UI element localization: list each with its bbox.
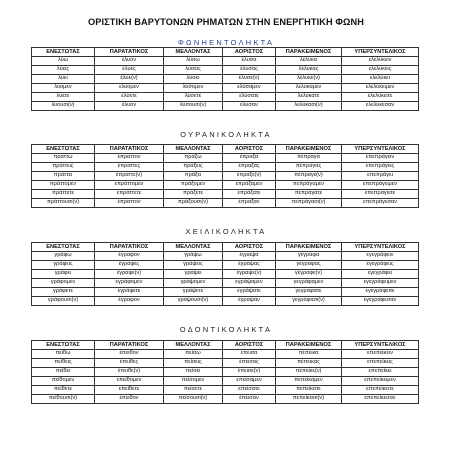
table-cell: έγραψαν <box>223 296 276 305</box>
table-cell: έπραξα <box>223 154 276 163</box>
header-pluperfect: ΥΠΕΡΣΥΝΤΕΛΙΚΟΣ <box>342 48 419 57</box>
section-title-fonientolikta: ΦΩΝΗΕΝΤΟΛΗΚΤΑ <box>177 38 275 47</box>
table-cell: πέπραγε(ν) <box>276 172 342 181</box>
table-cell: γέγραφα <box>276 252 342 261</box>
table-cell: λελύκαμεν <box>276 84 342 93</box>
table-cell: γέγραφας <box>276 261 342 270</box>
table-cell: γράφομεν <box>32 279 95 288</box>
table-cell: επεπείκεσαν <box>342 394 419 403</box>
table-cell: πείθεις <box>32 359 95 368</box>
conjugation-table-fonientolikta <box>31 47 419 111</box>
table-cell: έλυσε(ν) <box>223 75 276 84</box>
table-cell: επεπείκει <box>342 368 419 377</box>
table-row <box>32 270 419 279</box>
table-cell: ελελύκειμεν <box>342 84 419 93</box>
table-cell: λύσομεν <box>164 84 223 93</box>
table-cell: εγεγράφειμεν <box>342 279 419 288</box>
table-cell: πράττομεν <box>32 181 95 190</box>
table-row <box>32 377 419 386</box>
table-header-row <box>32 48 419 57</box>
table-cell: επράξαμεν <box>223 181 276 190</box>
header-pluperfect: ΥΠΕΡΣΥΝΤΕΛΙΚΟΣ <box>342 243 419 252</box>
header-aorist: ΑΟΡΙΣΤΟΣ <box>223 243 276 252</box>
table-cell: έλυε(ν) <box>95 75 164 84</box>
table-cell: λύομεν <box>32 84 95 93</box>
table-cell: γράψετε <box>164 288 223 297</box>
conjugation-table-cheilikolikta <box>31 242 419 306</box>
table-cell: λέλυκα <box>276 57 342 66</box>
table-cell: πέπεικα <box>276 350 342 359</box>
table-cell: λύσουσι(ν) <box>164 101 223 110</box>
table-header-row <box>32 243 419 252</box>
table-cell: ελύετε <box>95 93 164 102</box>
table-cell: έλυες <box>95 66 164 75</box>
table-cell: έλυον <box>95 101 164 110</box>
table-cell: έγραφε(ν) <box>95 270 164 279</box>
table-cell: εγεγράφειτε <box>342 288 419 297</box>
table-cell: πείσω <box>164 350 223 359</box>
table-cell: επράξατε <box>223 190 276 199</box>
table-cell: εγράψατε <box>223 288 276 297</box>
header-present: ΕΝΕΣΤΩΤΑΣ <box>32 341 95 350</box>
table-cell: γράφεις <box>32 261 95 270</box>
table-cell: επεπράγει <box>342 172 419 181</box>
table-cell: γράψει <box>164 270 223 279</box>
table-cell: εγεγράφεσαν <box>342 296 419 305</box>
table-cell: έπειθες <box>95 359 164 368</box>
table-cell: πείθομεν <box>32 377 95 386</box>
table-cell: έπειθε(ν) <box>95 368 164 377</box>
table-cell: γράφουσι(ν) <box>32 296 95 305</box>
table-cell: επείθετε <box>95 386 164 395</box>
table-row <box>32 261 419 270</box>
table-row <box>32 386 419 395</box>
table-row <box>32 368 419 377</box>
table-cell: πράξομεν <box>164 181 223 190</box>
table-row <box>32 154 419 163</box>
table-cell: πράττουσι(ν) <box>32 198 95 207</box>
table-cell: πράξει <box>164 172 223 181</box>
table-cell: ελελύκεις <box>342 66 419 75</box>
table-row <box>32 350 419 359</box>
table-cell: επεπείκειτε <box>342 386 419 395</box>
table-cell: γέγραφε(ν) <box>276 270 342 279</box>
header-future: ΜΕΛΛΟΝΤΑΣ <box>164 48 223 57</box>
table-cell: πεπράγαμεν <box>276 181 342 190</box>
table-cell: πράξουσι(ν) <box>164 198 223 207</box>
table-cell: λύσεις <box>164 66 223 75</box>
header-present: ΕΝΕΣΤΩΤΑΣ <box>32 145 95 154</box>
table-cell: ελελύκειτε <box>342 93 419 102</box>
table-cell: πείθετε <box>32 386 95 395</box>
table-cell: πράξω <box>164 154 223 163</box>
table-cell: πράξεις <box>164 163 223 172</box>
table-cell: λύω <box>32 57 95 66</box>
table-cell: επείσατε <box>223 386 276 395</box>
table-cell: γεγράφατε <box>276 288 342 297</box>
table-cell: ελύομεν <box>95 84 164 93</box>
conjugation-table-ouranikolikta <box>31 144 419 208</box>
table-cell: πεπράγασι(ν) <box>276 198 342 207</box>
section-title-odontikolikta: ΟΔΟΝΤΙΚΟΛΗΚΤΑ <box>179 325 273 334</box>
table-cell: επεπείκεις <box>342 359 419 368</box>
table-header-row <box>32 341 419 350</box>
table-row <box>32 279 419 288</box>
table-cell: έπραττες <box>95 163 164 172</box>
table-row <box>32 190 419 199</box>
header-imperfect: ΠΑΡΑΤΑΤΙΚΟΣ <box>95 243 164 252</box>
table-cell: έπεισας <box>223 359 276 368</box>
table-cell: γεγράφασι(ν) <box>276 296 342 305</box>
table-cell: γράφω <box>32 252 95 261</box>
table-cell: έγραφες <box>95 261 164 270</box>
table-cell: έλυσα <box>223 57 276 66</box>
table-cell: ελελύκεσαν <box>342 101 419 110</box>
table-cell: εγράφετε <box>95 288 164 297</box>
table-cell: επεπράγεις <box>342 163 419 172</box>
table-cell: επράττετε <box>95 190 164 199</box>
table-cell: γράψομεν <box>164 279 223 288</box>
header-pluperfect: ΥΠΕΡΣΥΝΤΕΛΙΚΟΣ <box>342 145 419 154</box>
table-cell: πράττω <box>32 154 95 163</box>
table-cell: ελύσαμεν <box>223 84 276 93</box>
table-cell: έπειθον <box>95 350 164 359</box>
table-cell: πράττετε <box>32 190 95 199</box>
table-cell: έγραψα <box>223 252 276 261</box>
table-cell: λύσω <box>164 57 223 66</box>
header-perfect: ΠΑΡΑΚΕΙΜΕΝΟΣ <box>276 243 342 252</box>
table-row <box>32 181 419 190</box>
table-cell: έπεισε(ν) <box>223 368 276 377</box>
table-cell: έπεισα <box>223 350 276 359</box>
table-cell: πείσετε <box>164 386 223 395</box>
table-cell: γεγράφαμεν <box>276 279 342 288</box>
table-cell: πέπεικε(ν) <box>276 368 342 377</box>
table-cell: πέπραγα <box>276 154 342 163</box>
table-cell: πείσουσι(ν) <box>164 394 223 403</box>
table-cell: επεπράγειτε <box>342 190 419 199</box>
table-cell: πέπεικας <box>276 359 342 368</box>
table-cell: λύσει <box>164 75 223 84</box>
table-cell: γράψουσι(ν) <box>164 296 223 305</box>
table-row <box>32 359 419 368</box>
table-row <box>32 93 419 102</box>
table-cell: επείθομεν <box>95 377 164 386</box>
header-future: ΜΕΛΛΟΝΤΑΣ <box>164 145 223 154</box>
section-title-cheilikolikta: ΧΕΙΛΙΚΟΛΗΚΤΑ <box>185 227 267 236</box>
header-aorist: ΑΟΡΙΣΤΟΣ <box>223 48 276 57</box>
table-row <box>32 101 419 110</box>
conjugation-table-odontikolikta <box>31 340 419 404</box>
header-imperfect: ΠΑΡΑΤΑΤΙΚΟΣ <box>95 341 164 350</box>
table-cell: λελύκασι(ν) <box>276 101 342 110</box>
table-cell: έπραττον <box>95 198 164 207</box>
table-cell: πείθω <box>32 350 95 359</box>
header-aorist: ΑΟΡΙΣΤΟΣ <box>223 145 276 154</box>
table-cell: επράττομεν <box>95 181 164 190</box>
table-row <box>32 66 419 75</box>
table-cell: πράττει <box>32 172 95 181</box>
header-perfect: ΠΑΡΑΚΕΙΜΕΝΟΣ <box>276 48 342 57</box>
table-row <box>32 288 419 297</box>
table-cell: πεπείκαμεν <box>276 377 342 386</box>
table-row <box>32 198 419 207</box>
table-cell: πείθουσι(ν) <box>32 394 95 403</box>
table-row <box>32 163 419 172</box>
table-cell: επεπράγειν <box>342 154 419 163</box>
table-row <box>32 57 419 66</box>
table-cell: επεπράγεσαν <box>342 198 419 207</box>
table-cell: γράφει <box>32 270 95 279</box>
header-future: ΜΕΛΛΟΝΤΑΣ <box>164 341 223 350</box>
header-pluperfect: ΥΠΕΡΣΥΝΤΕΛΙΚΟΣ <box>342 341 419 350</box>
page-title: ΟΡΙΣΤΙΚΗ ΒΑΡΥΤΟΝΩΝ ΡΗΜΑΤΩΝ ΣΤΗΝ ΕΝΕΡΓΗΤΙΚΗ ΦΩΝΗ <box>88 17 364 27</box>
table-cell: ελελύκειν <box>342 57 419 66</box>
table-row <box>32 75 419 84</box>
table-row <box>32 394 419 403</box>
table-cell: λέλυκε(ν) <box>276 75 342 84</box>
table-cell: έγραφον <box>95 252 164 261</box>
table-cell: έγραψε(ν) <box>223 270 276 279</box>
table-cell: πείσεις <box>164 359 223 368</box>
header-imperfect: ΠΑΡΑΤΑΤΙΚΟΣ <box>95 48 164 57</box>
table-cell: λύσετε <box>164 93 223 102</box>
table-cell: εγεγράφειν <box>342 252 419 261</box>
table-cell: πράττεις <box>32 163 95 172</box>
table-cell: πεπείκατε <box>276 386 342 395</box>
table-cell: έλυον <box>95 57 164 66</box>
table-cell: εγεγράφει <box>342 270 419 279</box>
table-cell: πεπείκασι(ν) <box>276 394 342 403</box>
table-cell: επεπείκειν <box>342 350 419 359</box>
table-cell: λελύκατε <box>276 93 342 102</box>
table-cell: έπραττε(ν) <box>95 172 164 181</box>
table-cell: γράψεις <box>164 261 223 270</box>
table-cell: πείσομεν <box>164 377 223 386</box>
table-cell: επεπράγειμεν <box>342 181 419 190</box>
table-cell: επεπείκειμεν <box>342 377 419 386</box>
table-cell: λέλυκας <box>276 66 342 75</box>
table-cell: λύουσι(ν) <box>32 101 95 110</box>
header-imperfect: ΠΑΡΑΤΑΤΙΚΟΣ <box>95 145 164 154</box>
header-perfect: ΠΑΡΑΚΕΙΜΕΝΟΣ <box>276 341 342 350</box>
table-cell: επείσαμεν <box>223 377 276 386</box>
table-header-row <box>32 145 419 154</box>
table-row <box>32 252 419 261</box>
table-cell: έλυσας <box>223 66 276 75</box>
header-present: ΕΝΕΣΤΩΤΑΣ <box>32 243 95 252</box>
table-cell: έπραξαν <box>223 198 276 207</box>
table-cell: εγράφομεν <box>95 279 164 288</box>
table-cell: πείθει <box>32 368 95 377</box>
table-cell: πεπράγατε <box>276 190 342 199</box>
header-aorist: ΑΟΡΙΣΤΟΣ <box>223 341 276 350</box>
table-cell: έπεισαν <box>223 394 276 403</box>
table-cell: γράφετε <box>32 288 95 297</box>
table-cell: έπραξε(ν) <box>223 172 276 181</box>
table-cell: πείσει <box>164 368 223 377</box>
table-cell: πράξετε <box>164 190 223 199</box>
header-present: ΕΝΕΣΤΩΤΑΣ <box>32 48 95 57</box>
table-row <box>32 84 419 93</box>
table-cell: εγράψαμεν <box>223 279 276 288</box>
table-cell: έγραφον <box>95 296 164 305</box>
table-cell: λύετε <box>32 93 95 102</box>
table-cell: έλυσαν <box>223 101 276 110</box>
section-title-ouranikolikta: ΟΥΡΑΝΙΚΟΛΗΚΤΑ <box>180 130 272 139</box>
table-cell: έπειθον <box>95 394 164 403</box>
table-row <box>32 296 419 305</box>
table-cell: λύει <box>32 75 95 84</box>
table-row <box>32 172 419 181</box>
table-cell: έγραψας <box>223 261 276 270</box>
header-perfect: ΠΑΡΑΚΕΙΜΕΝΟΣ <box>276 145 342 154</box>
table-cell: έπραξας <box>223 163 276 172</box>
table-cell: εγεγράφεις <box>342 261 419 270</box>
header-future: ΜΕΛΛΟΝΤΑΣ <box>164 243 223 252</box>
table-cell: πέπραγας <box>276 163 342 172</box>
table-cell: έπραττον <box>95 154 164 163</box>
table-cell: γράψω <box>164 252 223 261</box>
table-cell: ελύσατε <box>223 93 276 102</box>
table-cell: λύεις <box>32 66 95 75</box>
table-cell: ελελύκει <box>342 75 419 84</box>
